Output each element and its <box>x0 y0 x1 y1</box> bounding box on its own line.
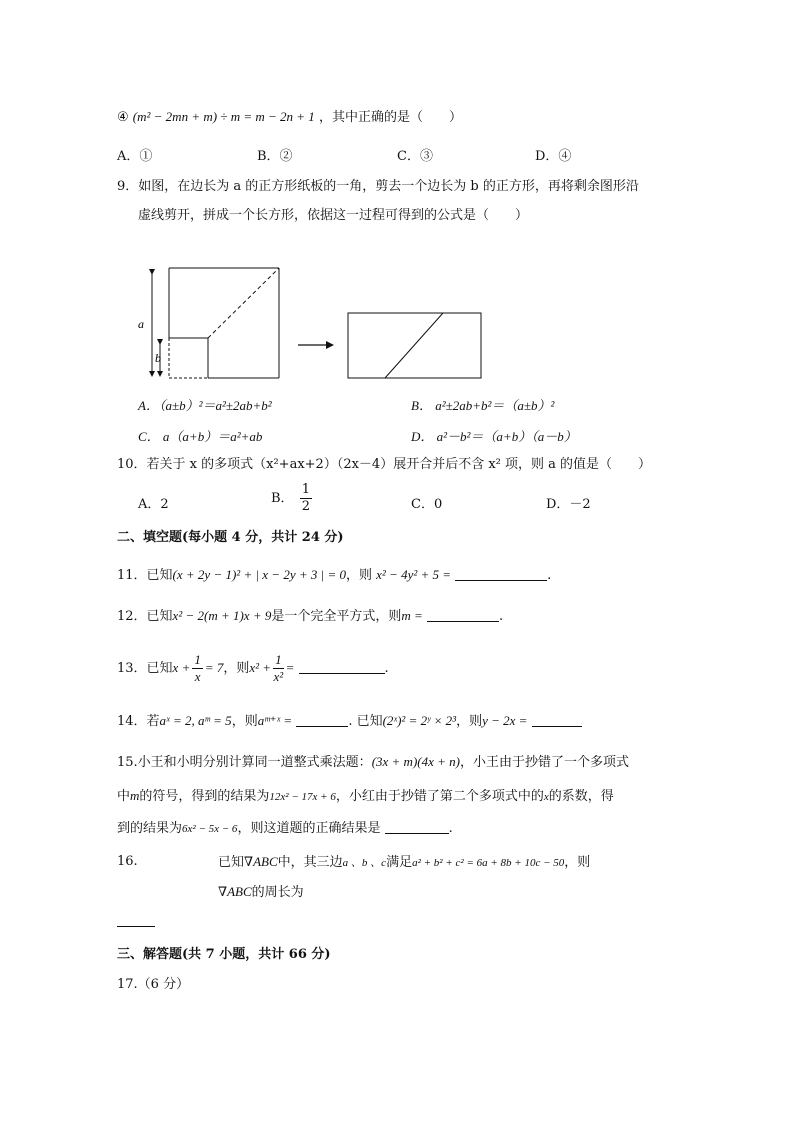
q9-line1: 9．如图，在边长为 a 的正方形纸板的一角，剪去一个边长为 b 的正方形，再将剩余图形沿 <box>117 179 639 194</box>
q16-line1-expr: a² + b² + c² = 6a + 8b + 10c − 50 <box>412 857 565 869</box>
q10-option-a[interactable]: A．2 <box>138 497 169 512</box>
q8-option-d[interactable]: D．④ <box>535 149 572 164</box>
q11-mid: ，则 <box>345 568 372 583</box>
q16-number: 16. <box>117 854 138 869</box>
q14-expr2: aᵐ⁺ˣ = <box>257 713 293 728</box>
q8-option-c[interactable]: C．③ <box>397 149 433 164</box>
q15-line2-b: 的符号，得到的结果为 <box>139 789 270 804</box>
q15-line2-c: ，小红由于抄错了第二个多项式中的 <box>335 789 544 804</box>
q15-line2-expr: 12x² − 17x + 6 <box>269 791 336 803</box>
q8-item4-expr: (m² − 2mn + m) ÷ m = m − 2n + 1 <box>132 109 315 124</box>
q9-figure-square <box>130 258 290 386</box>
q11 <box>117 565 551 586</box>
q15-line2-a: 中 <box>117 789 131 804</box>
q16-line1-a: 已知 <box>218 855 245 870</box>
q14-answer-blank-2[interactable] <box>532 712 582 727</box>
q9-option-a[interactable]: A．（a±b）²＝a²±2ab+b² <box>138 398 272 413</box>
q8-item4-suffix: ，其中正确的是（ ） <box>318 110 462 125</box>
q15-line3-expr: 6x² − 5x − 6 <box>182 823 238 835</box>
q11-expr2: x² − 4y² + 5 = <box>376 567 452 582</box>
q13-x2: x² + <box>249 660 272 675</box>
q13-frac2-den: x² <box>273 669 284 684</box>
q8-item4 <box>117 107 462 128</box>
q14-answer-blank-1[interactable] <box>296 712 348 727</box>
q15-line1-suffix: ，小王由于抄错了一个多项式 <box>459 755 629 770</box>
q14-expr1: aˣ = 2, aᵐ = 5 <box>159 713 232 728</box>
q14-mid3: ，则 <box>456 714 483 729</box>
q13-prefix: 13．已知 <box>117 661 173 676</box>
q10-fraction <box>300 482 312 515</box>
q12-mid: 是一个完全平方式，则 <box>271 609 402 624</box>
q14-expr4: y − 2x = <box>482 713 528 728</box>
q16-line1-b: 中，其三边 <box>277 855 343 870</box>
q17-header: 17.（6 分） <box>117 977 190 992</box>
q10-option-b[interactable] <box>271 482 314 515</box>
q10-fraction-num: 1 <box>301 482 310 497</box>
q11-prefix: 11．已知 <box>117 568 173 583</box>
q13-frac1 <box>192 652 203 685</box>
q14-expr3: (2ˣ)² = 2ʸ × 2³ <box>382 713 457 728</box>
q14 <box>117 711 582 732</box>
q12-expr: x² − 2(m + 1)x + 9 <box>172 608 272 623</box>
q9-figure-rectangle <box>345 310 485 382</box>
q14-prefix: 14．若 <box>117 714 160 729</box>
q15-line2-m: m <box>130 788 140 803</box>
q15-line3-a: 到的结果为 <box>117 821 183 836</box>
q12-prefix: 12．已知 <box>117 609 173 624</box>
q13-x: x + <box>172 660 191 675</box>
label-b: b <box>155 351 161 365</box>
right-arrow-icon <box>296 338 338 352</box>
q8-option-b[interactable]: B．② <box>257 149 293 164</box>
q13-eq2: = <box>285 660 295 675</box>
q12-var: m = <box>401 608 423 623</box>
q13-mid: ，则 <box>223 661 250 676</box>
q11-answer-blank[interactable] <box>455 566 547 581</box>
q9-option-d[interactable]: D． a²－b²＝（a+b）（a－b） <box>411 429 577 444</box>
q15-line2 <box>117 786 614 807</box>
q13-frac2-num: 1 <box>275 652 282 667</box>
q16-line1-tri: ∇ABC <box>244 854 278 869</box>
q10-text: 10．若关于 x 的多项式（x²+ax+2）（2x－4）展开合并后不含 x² 项，则 a 的值是（ ） <box>117 457 652 472</box>
q16-line1 <box>218 852 590 873</box>
section2-heading: 二、填空题(每小题 4 分，共计 24 分) <box>117 530 344 545</box>
q11-end: . <box>547 568 552 583</box>
q15-line3-b: ，则这道题的正确结果是 <box>237 821 381 836</box>
q15-line1-prefix: 15.小王和小明分别计算同一道整式乘法题： <box>117 755 372 770</box>
q8-option-a[interactable]: A．① <box>117 149 153 164</box>
q9-option-b[interactable]: B． a²±2ab+b²＝（a±b）² <box>411 398 555 413</box>
q11-expr: (x + 2y − 1)² + | x − 2y + 3 | = 0 <box>172 567 346 582</box>
q13-frac1-den: x <box>194 669 201 684</box>
q14-mid: ，则 <box>231 714 258 729</box>
q16-line1-d: ，则 <box>564 855 591 870</box>
q16-line2-b: 的周长为 <box>251 885 304 900</box>
section3-heading: 三、解答题(共 7 小题，共计 66 分) <box>117 947 331 962</box>
q10-option-b-label: B． <box>271 491 294 506</box>
q16-line1-c: 满足 <box>386 855 413 870</box>
q10-fraction-den: 2 <box>301 499 310 514</box>
q16-answer-blank[interactable] <box>117 926 155 927</box>
q12-answer-blank[interactable] <box>427 607 499 622</box>
q13-frac2 <box>273 652 284 685</box>
q15-line1 <box>117 752 629 773</box>
label-a: a <box>138 317 144 331</box>
q15-line2-x: x <box>543 791 549 803</box>
q15-line3-end: . <box>448 821 453 836</box>
q13 <box>117 650 389 687</box>
q13-end: . <box>384 661 389 676</box>
q15-line1-expr: (3x + m)(4x + n) <box>371 754 460 769</box>
q12 <box>117 606 503 627</box>
q13-answer-blank[interactable] <box>299 659 385 674</box>
q9-line2: 虚线剪开，拼成一个长方形，依据这一过程可得到的公式是（ ） <box>138 208 529 223</box>
q8-item4-num: ④ <box>117 110 129 125</box>
q9-option-c[interactable]: C． a（a+b）＝a²+ab <box>138 429 263 444</box>
q10-option-d[interactable]: D．－2 <box>546 497 591 512</box>
q14-mid2: . 已知 <box>348 714 383 729</box>
q15-answer-blank[interactable] <box>385 819 449 834</box>
q15-line3 <box>117 819 453 839</box>
q13-frac1-num: 1 <box>194 652 201 667</box>
q12-end: . <box>498 609 504 624</box>
q13-eq: = 7 <box>204 660 224 675</box>
q16-line2 <box>218 882 304 903</box>
q16-line1-vars: a 、b 、c <box>342 857 387 869</box>
q15-line2-d: 的系数，得 <box>548 789 614 804</box>
q10-option-c[interactable]: C．0 <box>411 497 443 512</box>
q16-line2-tri: ∇ABC <box>218 884 252 899</box>
